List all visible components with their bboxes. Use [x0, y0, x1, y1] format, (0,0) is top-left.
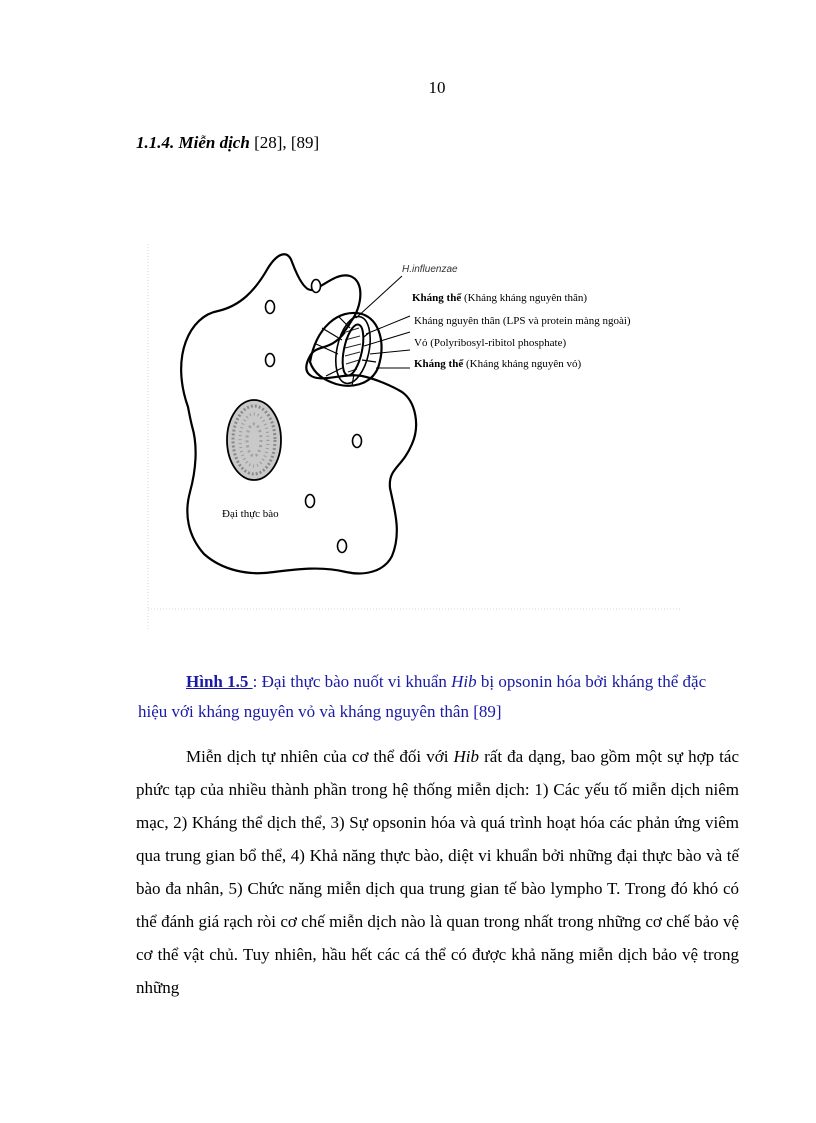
body-paragraph — [136, 740, 739, 1004]
figure-label-4-text: (Kháng kháng nguyên vỏ) — [463, 358, 582, 370]
leader-lines — [356, 276, 410, 368]
figure-caption — [138, 667, 738, 727]
caption-italic: Hib — [451, 672, 477, 691]
bacterium-label: H.influenzae — [402, 264, 458, 275]
figure-label-3 — [414, 338, 566, 349]
section-refs: [28], [89] — [249, 133, 320, 152]
macrophage-outline — [181, 254, 416, 573]
figure-label-3-text: Vỏ (Polyribosyl-ribitol phosphate) — [414, 337, 567, 349]
figure-label-4 — [414, 359, 581, 370]
figure-label-1 — [412, 293, 587, 304]
figure-label-1-bold: Kháng thể — [412, 292, 462, 304]
paragraph-text-after: rất đa dạng, bao gồm một sự hợp tác phức tạp của nhiều thành phần trong hệ thống miễn dịch: 1) Các yếu tố miễn dịch niêm mạc, 2) Kháng thể dịch thể, 3) Sự opsonin hóa và quá trình hoạt hóa các phản ứng viêm qua trung gian bổ thể, 4) Khả năng thực bào, diệt vi khuẩn bởi những đại thực bào và tế bào đa nhân, 5) Chức năng miễn dịch qua trung gian tế bào lympho T. Trong đó khó có thể đánh giá rạch ròi cơ chế miễn dịch nào là quan trong nhất trong những cơ chế bảo vệ cơ thể vật chủ. Tuy nhiên, hầu hết các cá thể có được khả năng miễn dịch bảo vệ trong những — [136, 747, 739, 997]
section-title: 1.1.4. Miễn dịch — [136, 133, 250, 152]
page-number: 10 — [428, 78, 446, 97]
macrophage-figure — [140, 236, 688, 636]
caption-text-after: bị opsonin hóa bởi kháng thể đặc hiệu với kháng nguyên vỏ và kháng nguyên thân [89] — [138, 672, 707, 721]
section-heading — [136, 133, 319, 153]
vacuoles — [266, 280, 362, 553]
figure-number: Hình 1.5 — [186, 672, 253, 691]
paragraph-text-before: Miễn dịch tự nhiên của cơ thể đối với — [186, 747, 454, 766]
figure-label-1-text: (Kháng kháng nguyên thân) — [461, 292, 588, 304]
figure-label-4-bold: Kháng thể — [414, 358, 464, 370]
caption-text-before: : Đại thực bào nuốt vi khuẩn — [252, 672, 452, 691]
figure-label-2-text: Kháng nguyên thân (LPS và protein màng ngoài) — [414, 315, 631, 327]
macrophage-label: Đại thực bào — [222, 508, 279, 520]
figure-label-2 — [414, 316, 631, 327]
nucleus — [227, 400, 281, 480]
paragraph-italic: Hib — [453, 747, 480, 766]
